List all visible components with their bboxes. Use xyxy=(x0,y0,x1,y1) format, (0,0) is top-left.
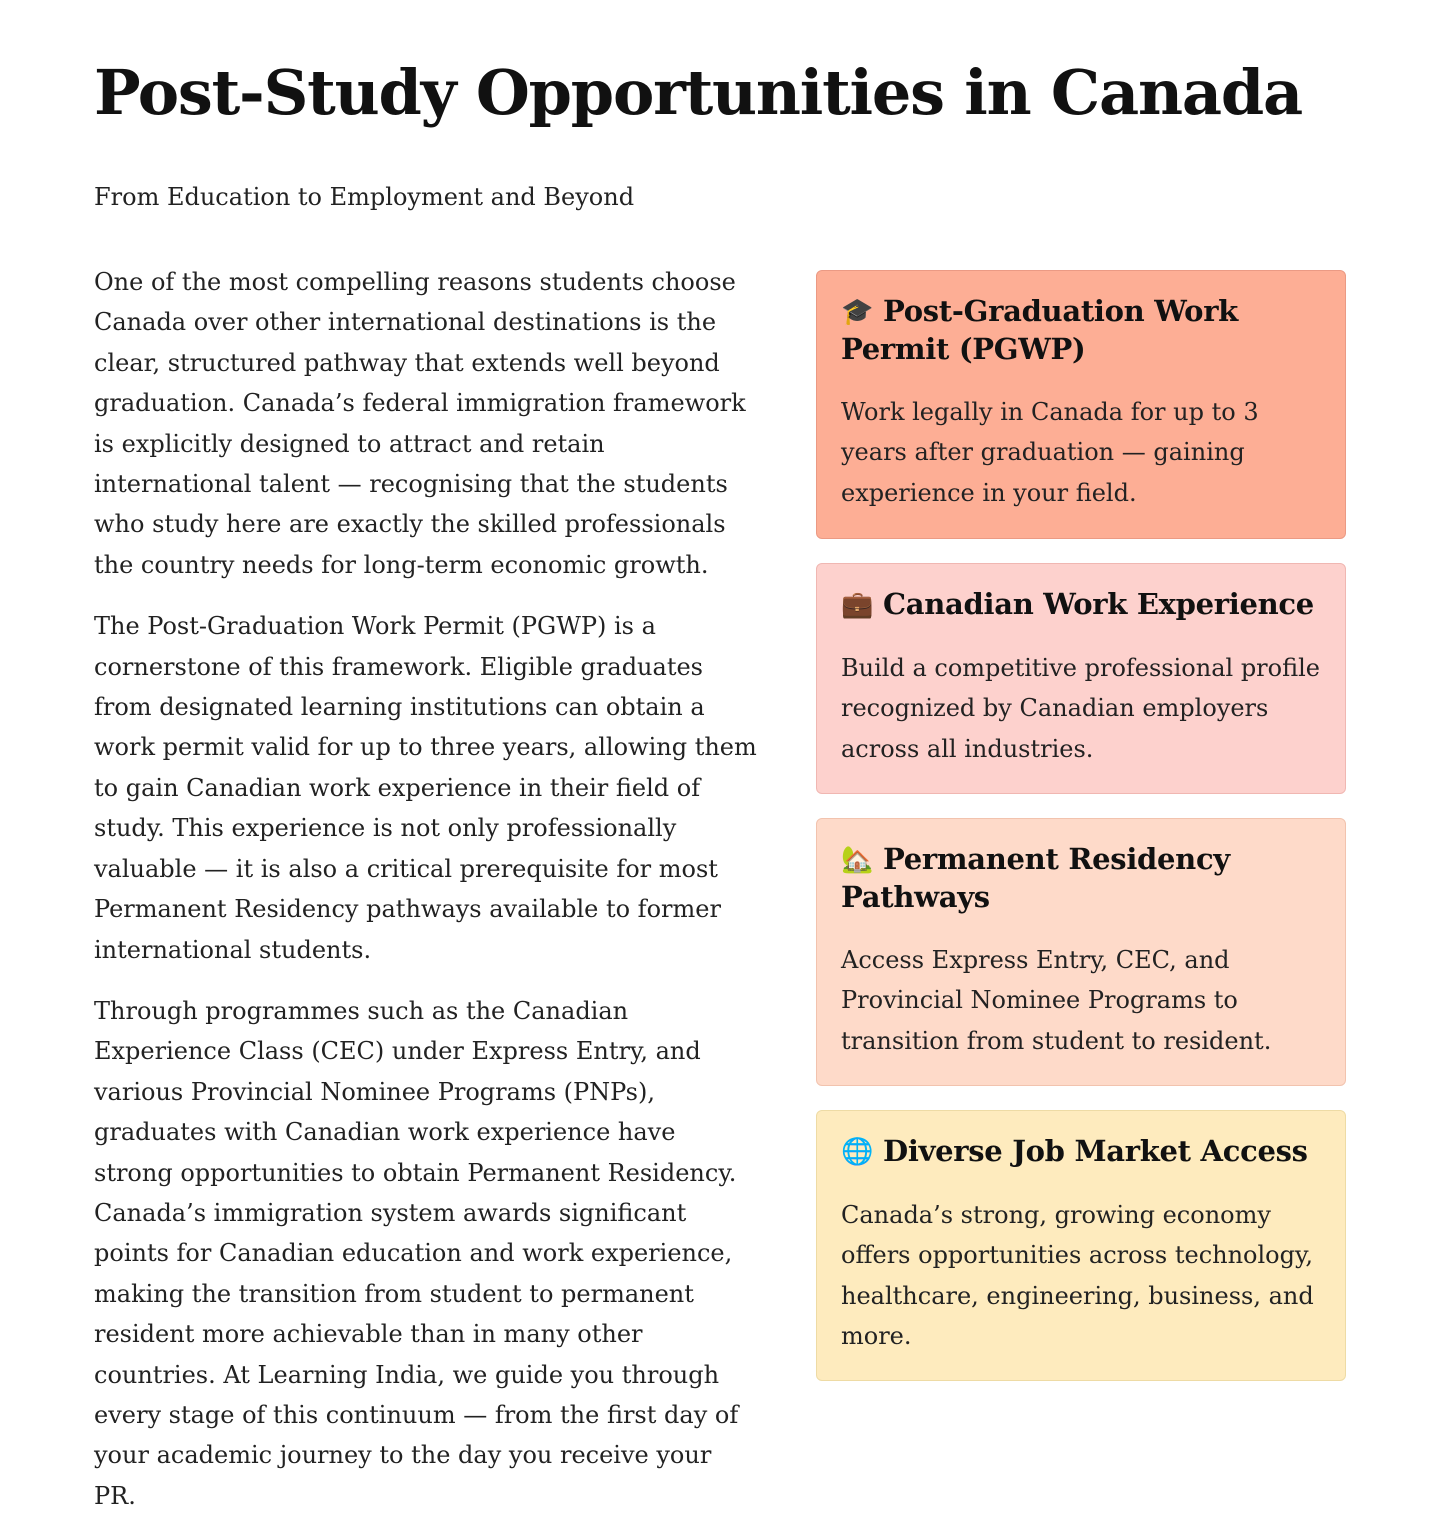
house-icon: 🏡 xyxy=(841,845,874,875)
briefcase-icon: 💼 xyxy=(841,590,874,620)
card-pgwp xyxy=(816,270,1346,539)
card-text: Work legally in Canada for up to 3 years after graduation — gaining experience in your field. xyxy=(841,398,1259,507)
body-text xyxy=(94,262,758,1537)
page-subtitle: From Education to Employment and Beyond xyxy=(94,183,635,211)
page-title: Post-Study Opportunities in Canada xyxy=(94,56,1302,129)
body-paragraph: Through programmes such as the Canadian Experience Class (CEC) under Express Entry, and various Provincial Nominee Programs (PNPs), graduates with Canadian work experience have strong opportunities to obtain Permanent Residency. Canada’s immigration system awards significant points for Canadian education and work experience, making the transition from student to permanent resident more achievable than in many other countries. At Learning India, we guide you through every stage of this continuum — from the first day of your academic journey to the day you receive your PR. xyxy=(94,996,739,1510)
card-title: 💼 Canadian Work Experience xyxy=(841,586,1325,624)
card-text: Build a competitive professional profile recognized by Canadian employers across all industries. xyxy=(841,654,1320,763)
card-title: 🏡 Permanent Residency Pathways xyxy=(841,842,1230,914)
card-job-market xyxy=(816,1110,1346,1381)
card-text: Canada’s strong, growing economy offers opportunities across technology, healthcare, engineering, business, and more. xyxy=(841,1201,1314,1351)
globe-icon: 🌐 xyxy=(841,1137,874,1167)
body-paragraph: One of the most compelling reasons students choose Canada over other international destinations is the clear, structured pathway that extends well beyond graduation. Canada’s federal immigration framework is explicitly designed to attract and retain international talent — recognising that the students who study here are exactly the skilled professionals the country needs for long-term economic growth. xyxy=(94,268,746,579)
card-canadian-work-experience xyxy=(816,563,1346,794)
graduation-cap-icon: 🎓 xyxy=(841,297,874,327)
card-title: 🌐 Diverse Job Market Access xyxy=(841,1133,1325,1171)
feature-cards xyxy=(816,270,1346,1537)
card-permanent-residency xyxy=(816,818,1346,1086)
card-title: 🎓 Post-Graduation Work Permit (PGWP) xyxy=(841,294,1238,366)
card-text: Access Express Entry, CEC, and Provincial Nominee Programs to transition from student to resident. xyxy=(841,946,1272,1055)
body-paragraph: The Post-Graduation Work Permit (PGWP) is a cornerstone of this framework. Eligible graduates from designated learning institutions can obtain a work permit valid for up to three years, allowing them to gain Canadian work experience in their field of study. This experience is not only professionally valuable — it is also a critical prerequisite for most Permanent Residency pathways available to former international students. xyxy=(94,612,757,964)
content-columns xyxy=(94,262,1346,1537)
